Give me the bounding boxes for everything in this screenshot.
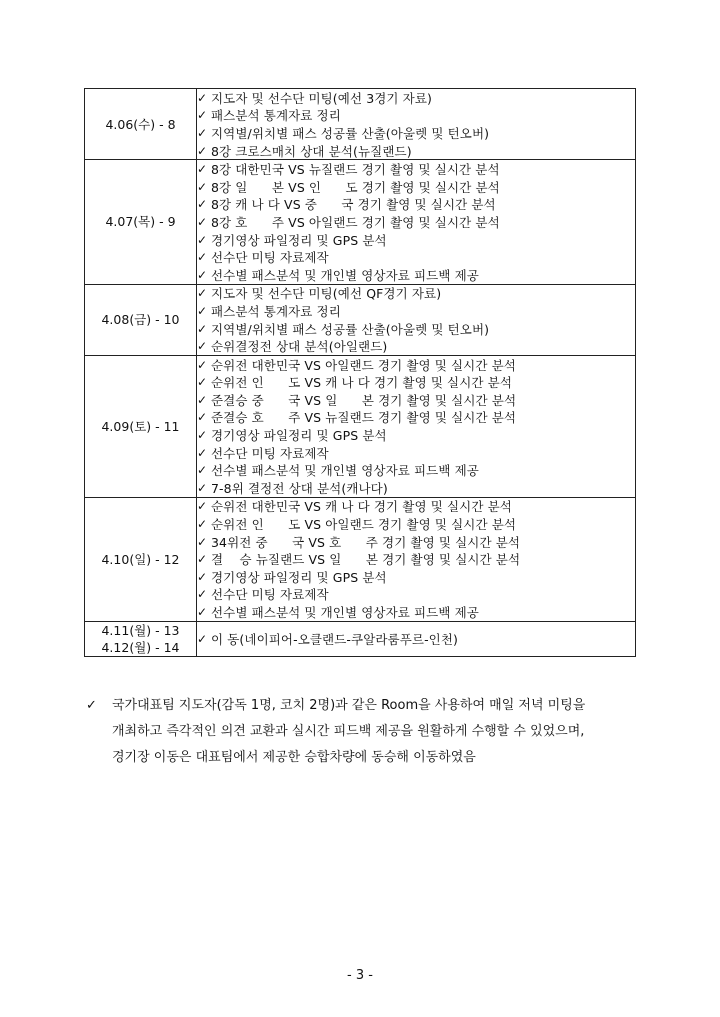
task-text: 결 승 뉴질랜드 VS 일 본 경기 촬영 및 실시간 분석: [211, 552, 521, 568]
checkmark-icon: ✓: [197, 631, 208, 646]
task-item: [197, 409, 635, 427]
task-item: [197, 444, 635, 462]
task-item: [197, 248, 635, 266]
task-item: [197, 533, 635, 551]
task-item: [197, 124, 635, 142]
task-item: [197, 320, 635, 338]
task-text: 순위전 대한민국 VS 아일랜드 경기 촬영 및 실시간 분석: [211, 357, 516, 373]
task-item: [197, 107, 635, 125]
task-item: [197, 479, 635, 497]
task-text: 경기영상 파일정리 및 GPS 분석: [211, 428, 387, 444]
date-cell: [85, 355, 197, 497]
task-item: [197, 356, 635, 374]
task-text: 지역별/위치별 패스 성공률 산출(아울렛 및 턴오버): [211, 321, 490, 337]
task-item: [197, 586, 635, 604]
task-item: [197, 374, 635, 392]
tasks-cell: [197, 89, 636, 160]
task-text: 8강 크로스매치 상대 분석(뉴질랜드): [211, 143, 412, 159]
task-text: 선수별 패스분석 및 개인별 영상자료 피드백 제공: [211, 267, 479, 283]
page-number: - 3 -: [347, 968, 373, 983]
task-text: 34위전 중 국 VS 호 주 경기 촬영 및 실시간 분석: [211, 534, 521, 550]
note-line: 개최하고 즉각적인 의견 교환과 실시간 피드백 제공을 원활하게 수행할 수 있었으며,: [112, 724, 585, 739]
date-label: 4.06(수) - 8: [105, 116, 176, 132]
task-text: 7-8위 결정전 상대 분석(캐나다): [211, 480, 388, 496]
task-text: 선수단 미팅 자료제작: [211, 445, 329, 461]
task-text: 8강 대한민국 VS 뉴질랜드 경기 촬영 및 실시간 분석: [211, 162, 500, 178]
task-text: 지역별/위치별 패스 성공률 산출(아울렛 및 턴오버): [211, 125, 490, 141]
task-item: [197, 461, 635, 479]
task-text: 순위결정전 상대 분석(아일랜드): [211, 339, 388, 355]
checkmark-icon: ✓: [197, 303, 208, 318]
checkmark-icon: ✓: [197, 517, 208, 532]
checkmark-icon: ✓: [197, 534, 208, 549]
schedule-row: [85, 621, 636, 656]
note-line: 경기장 이동은 대표팀에서 제공한 승합차량에 동승해 이동하였음: [112, 750, 476, 765]
task-item: [197, 196, 635, 214]
checkmark-icon: ✓: [197, 197, 208, 212]
note-paragraph: [86, 693, 646, 771]
note-text: 국가대표팀 지도자(감독 1명, 코치 2명)과 같은 Room을 사용하여 매일 저녁 미팅을: [112, 698, 586, 713]
task-item: [197, 498, 635, 516]
task-text: 순위전 인 도 VS 아일랜드 경기 촬영 및 실시간 분석: [211, 517, 517, 533]
task-item: [197, 426, 635, 444]
task-item: [197, 337, 635, 355]
checkmark-icon: ✓: [197, 410, 208, 425]
task-item: [197, 231, 635, 249]
task-item: [197, 630, 635, 648]
task-text: 준결승 중 국 VS 일 본 경기 촬영 및 실시간 분석: [211, 392, 517, 408]
checkmark-icon: ✓: [197, 125, 208, 140]
task-item: [197, 266, 635, 284]
checkmark-icon: ✓: [197, 267, 208, 282]
schedule-row: [85, 355, 636, 497]
tasks-cell: [197, 497, 636, 621]
schedule-row: [85, 89, 636, 160]
checkmark-icon: ✓: [197, 375, 208, 390]
task-text: 패스분석 통계자료 정리: [211, 303, 341, 319]
checkmark-icon: ✓: [197, 569, 208, 584]
task-item: [197, 160, 635, 178]
date-label: 4.09(토) - 11: [101, 418, 180, 434]
checkmark-icon: ✓: [86, 698, 97, 713]
checkmark-icon: ✓: [197, 392, 208, 407]
date-cell: [85, 89, 197, 160]
note-line: [86, 693, 646, 719]
checkmark-icon: ✓: [197, 179, 208, 194]
checkmark-icon: ✓: [197, 232, 208, 247]
schedule-table: [84, 88, 636, 657]
task-text: 준결승 호 주 VS 뉴질랜드 경기 촬영 및 실시간 분석: [211, 410, 517, 426]
checkmark-icon: ✓: [197, 339, 208, 354]
checkmark-icon: ✓: [197, 428, 208, 443]
task-item: [197, 178, 635, 196]
task-text: 이 동(네이피어-오클랜드-쿠알라룸푸르-인천): [211, 631, 459, 647]
task-text: 8강 호 주 VS 아일랜드 경기 촬영 및 실시간 분석: [211, 214, 500, 230]
checkmark-icon: ✓: [197, 286, 208, 301]
task-text: 선수단 미팅 자료제작: [211, 587, 329, 603]
schedule-table-body: [85, 89, 636, 657]
schedule-row: [85, 160, 636, 284]
checkmark-icon: ✓: [197, 321, 208, 336]
tasks-cell: [197, 355, 636, 497]
task-text: 패스분석 통계자료 정리: [211, 108, 341, 124]
date-label: 4.08(금) - 10: [101, 312, 180, 328]
task-item: [197, 391, 635, 409]
tasks-cell: [197, 160, 636, 284]
date-cell: [85, 621, 197, 656]
task-text: 8강 캐 나 다 VS 중 국 경기 촬영 및 실시간 분석: [211, 197, 496, 213]
checkmark-icon: ✓: [197, 480, 208, 495]
checkmark-icon: ✓: [197, 214, 208, 229]
date-label: 4.10(일) - 12: [101, 551, 180, 567]
task-text: 경기영상 파일정리 및 GPS 분석: [211, 569, 387, 585]
date-label: 4.11(월) - 13: [101, 622, 180, 638]
checkmark-icon: ✓: [197, 445, 208, 460]
task-item: [197, 302, 635, 320]
date-label: 4.12(월) - 14: [101, 639, 180, 655]
task-text: 지도자 및 선수단 미팅(예선 QF경기 자료): [211, 286, 442, 302]
checkmark-icon: ✓: [197, 108, 208, 123]
checkmark-icon: ✓: [197, 143, 208, 158]
checkmark-icon: ✓: [197, 90, 208, 105]
checkmark-icon: ✓: [197, 463, 208, 478]
task-item: [197, 515, 635, 533]
checkmark-icon: ✓: [197, 552, 208, 567]
tasks-cell: [197, 284, 636, 355]
checkmark-icon: ✓: [197, 605, 208, 620]
tasks-cell: [197, 621, 636, 656]
schedule-row: [85, 497, 636, 621]
task-item: [197, 89, 635, 107]
task-text: 선수단 미팅 자료제작: [211, 250, 329, 266]
checkmark-icon: ✓: [197, 499, 208, 514]
task-text: 순위전 인 도 VS 캐 나 다 경기 촬영 및 실시간 분석: [211, 375, 513, 391]
task-text: 순위전 대한민국 VS 캐 나 다 경기 촬영 및 실시간 분석: [211, 499, 512, 515]
task-item: [197, 603, 635, 621]
date-cell: [85, 497, 197, 621]
task-item: [197, 568, 635, 586]
checkmark-icon: ✓: [197, 250, 208, 265]
checkmark-icon: ✓: [197, 162, 208, 177]
date-cell: [85, 160, 197, 284]
schedule-row: [85, 284, 636, 355]
checkmark-icon: ✓: [197, 357, 208, 372]
task-item: [197, 142, 635, 160]
task-text: 경기영상 파일정리 및 GPS 분석: [211, 232, 387, 248]
task-text: 8강 일 본 VS 인 도 경기 촬영 및 실시간 분석: [211, 179, 500, 195]
date-cell: [85, 284, 197, 355]
date-label: 4.07(목) - 9: [105, 214, 176, 230]
checkmark-icon: ✓: [197, 587, 208, 602]
task-text: 선수별 패스분석 및 개인별 영상자료 피드백 제공: [211, 605, 479, 621]
task-text: 지도자 및 선수단 미팅(예선 3경기 자료): [211, 90, 432, 106]
task-item: [197, 213, 635, 231]
task-text: 선수별 패스분석 및 개인별 영상자료 피드백 제공: [211, 463, 479, 479]
task-item: [197, 550, 635, 568]
task-item: [197, 285, 635, 303]
